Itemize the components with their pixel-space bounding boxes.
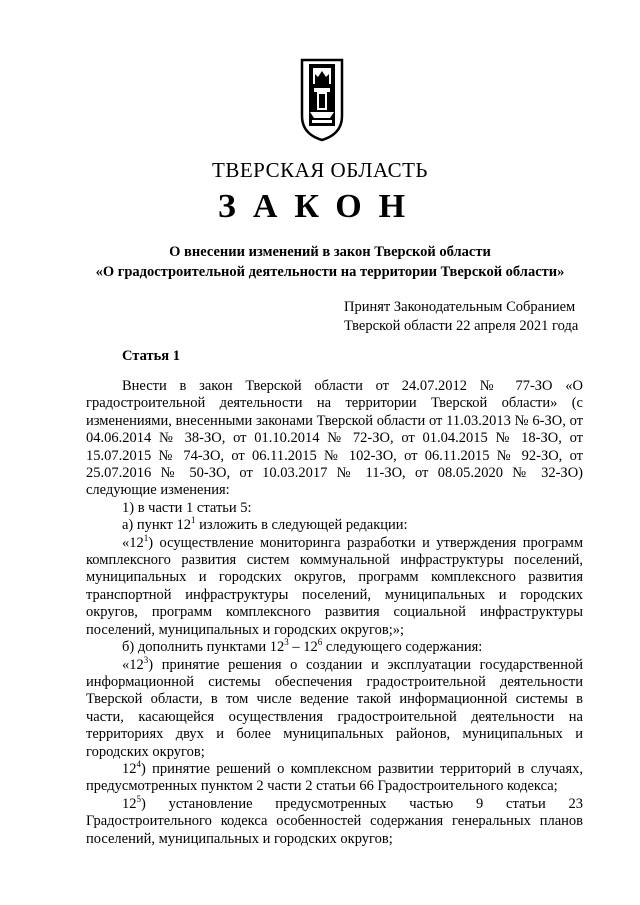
intro-paragraph: Внести в закон Тверской области от 24.07.2012 № 77-ЗО «О градостроительной деятельности на территории Тверской области» (с изменениями, внесенными законами Тверской области от 11.03.2013 № 6-ЗО, от 04.06.2014 № 38-ЗО, от 01.10.2014 № 72-ЗО, от 01.04.2015 № 18-ЗО, от 15.07.2015 № 74-ЗО, от 06.11.2015 № 102-ЗО, от 06.11.2015 № 92-ЗО, от 25.07.2016 № 50-ЗО, от 10.03.2017 № 11-ЗО, от 08.05.2020 № 32-ЗО) следующие изменения:	[86, 378, 583, 499]
point-12-4-text: ) принятие решений о комплексном развитии территорий в случаях, предусмотренных пунктом 2 части 2 статьи 66 Градостроительного кодекса;	[86, 760, 583, 795]
item-a-sup: 1	[190, 515, 196, 526]
item-b-mid: – 12	[288, 639, 318, 656]
point-12-3-text: ) принятие решения о создании и эксплуатации государственной информационной системы обеспечения градостроительной деятельности Тверской области, в том числе ведение такой информационной системы в части, касающейся осуществления градостроительной деятельности на территориях двух и более муниципальных районов, муниципальных и городских округов;	[86, 656, 583, 760]
item-a-pre: а) пункт 12	[122, 517, 191, 534]
article-heading: Статья 1	[122, 348, 180, 364]
point-12-3	[86, 654, 583, 761]
item-a-post: изложить в следующей редакции:	[195, 517, 408, 534]
law-title-line-1: О внесении изменений в закон Тверской области	[169, 244, 491, 260]
point-12-1-pre: «12	[122, 534, 144, 551]
point-12-3-pre: «12	[122, 656, 144, 673]
item-b-sup-1: 3	[284, 637, 289, 648]
point-12-5-pre: 12	[122, 795, 137, 812]
adoption-note	[344, 298, 578, 336]
adoption-line-2: Тверской области 22 апреля 2021 года	[344, 318, 579, 334]
item-b-post: следующего содержания:	[322, 639, 483, 656]
item-b	[86, 639, 583, 656]
coat-of-arms-emblem	[300, 58, 344, 142]
item-a	[86, 517, 583, 534]
point-12-1-sup: 1	[143, 532, 149, 543]
item-b-sup-2: 6	[317, 637, 323, 648]
document-type: ЗАКОН	[217, 188, 423, 225]
point-12-5-sup: 5	[136, 793, 141, 804]
point-12-4	[86, 761, 583, 796]
law-title-line-2: «О градостроительной деятельности на территории Тверской области»	[95, 264, 565, 280]
point-12-4-pre: 12	[122, 760, 137, 777]
article-body	[86, 378, 583, 848]
adoption-line-1: Принят Законодательным Собранием	[344, 299, 576, 315]
point-12-5	[86, 793, 583, 848]
point-12-5-text: ) установление предусмотренных частью 9 статьи 23 Градостроительного кодекса особенностей содержания генеральных планов поселений, муниципальных и городских округов;	[86, 795, 583, 847]
point-12-4-sup: 4	[136, 759, 141, 770]
law-title	[80, 242, 580, 282]
point-12-3-sup: 3	[143, 654, 149, 665]
item-b-pre: б) дополнить пунктами 12	[122, 639, 285, 656]
point-12-1-text: ) осуществление мониторинга разработки и утверждения программ комплексного развития систем коммунальной инфраструктуры поселений, муниципальных и городских округов, программ комплексного развития транспортной инфраструктуры поселений, муниципальных и городских округов, программ комплексного развития социальной инфраструктуры поселений, муниципальных и городских округов;»;	[86, 534, 583, 638]
point-12-1	[86, 532, 583, 639]
region-name: ТВЕРСКАЯ ОБЛАСТЬ	[212, 158, 428, 182]
item-1: 1) в части 1 статьи 5:	[122, 499, 252, 516]
